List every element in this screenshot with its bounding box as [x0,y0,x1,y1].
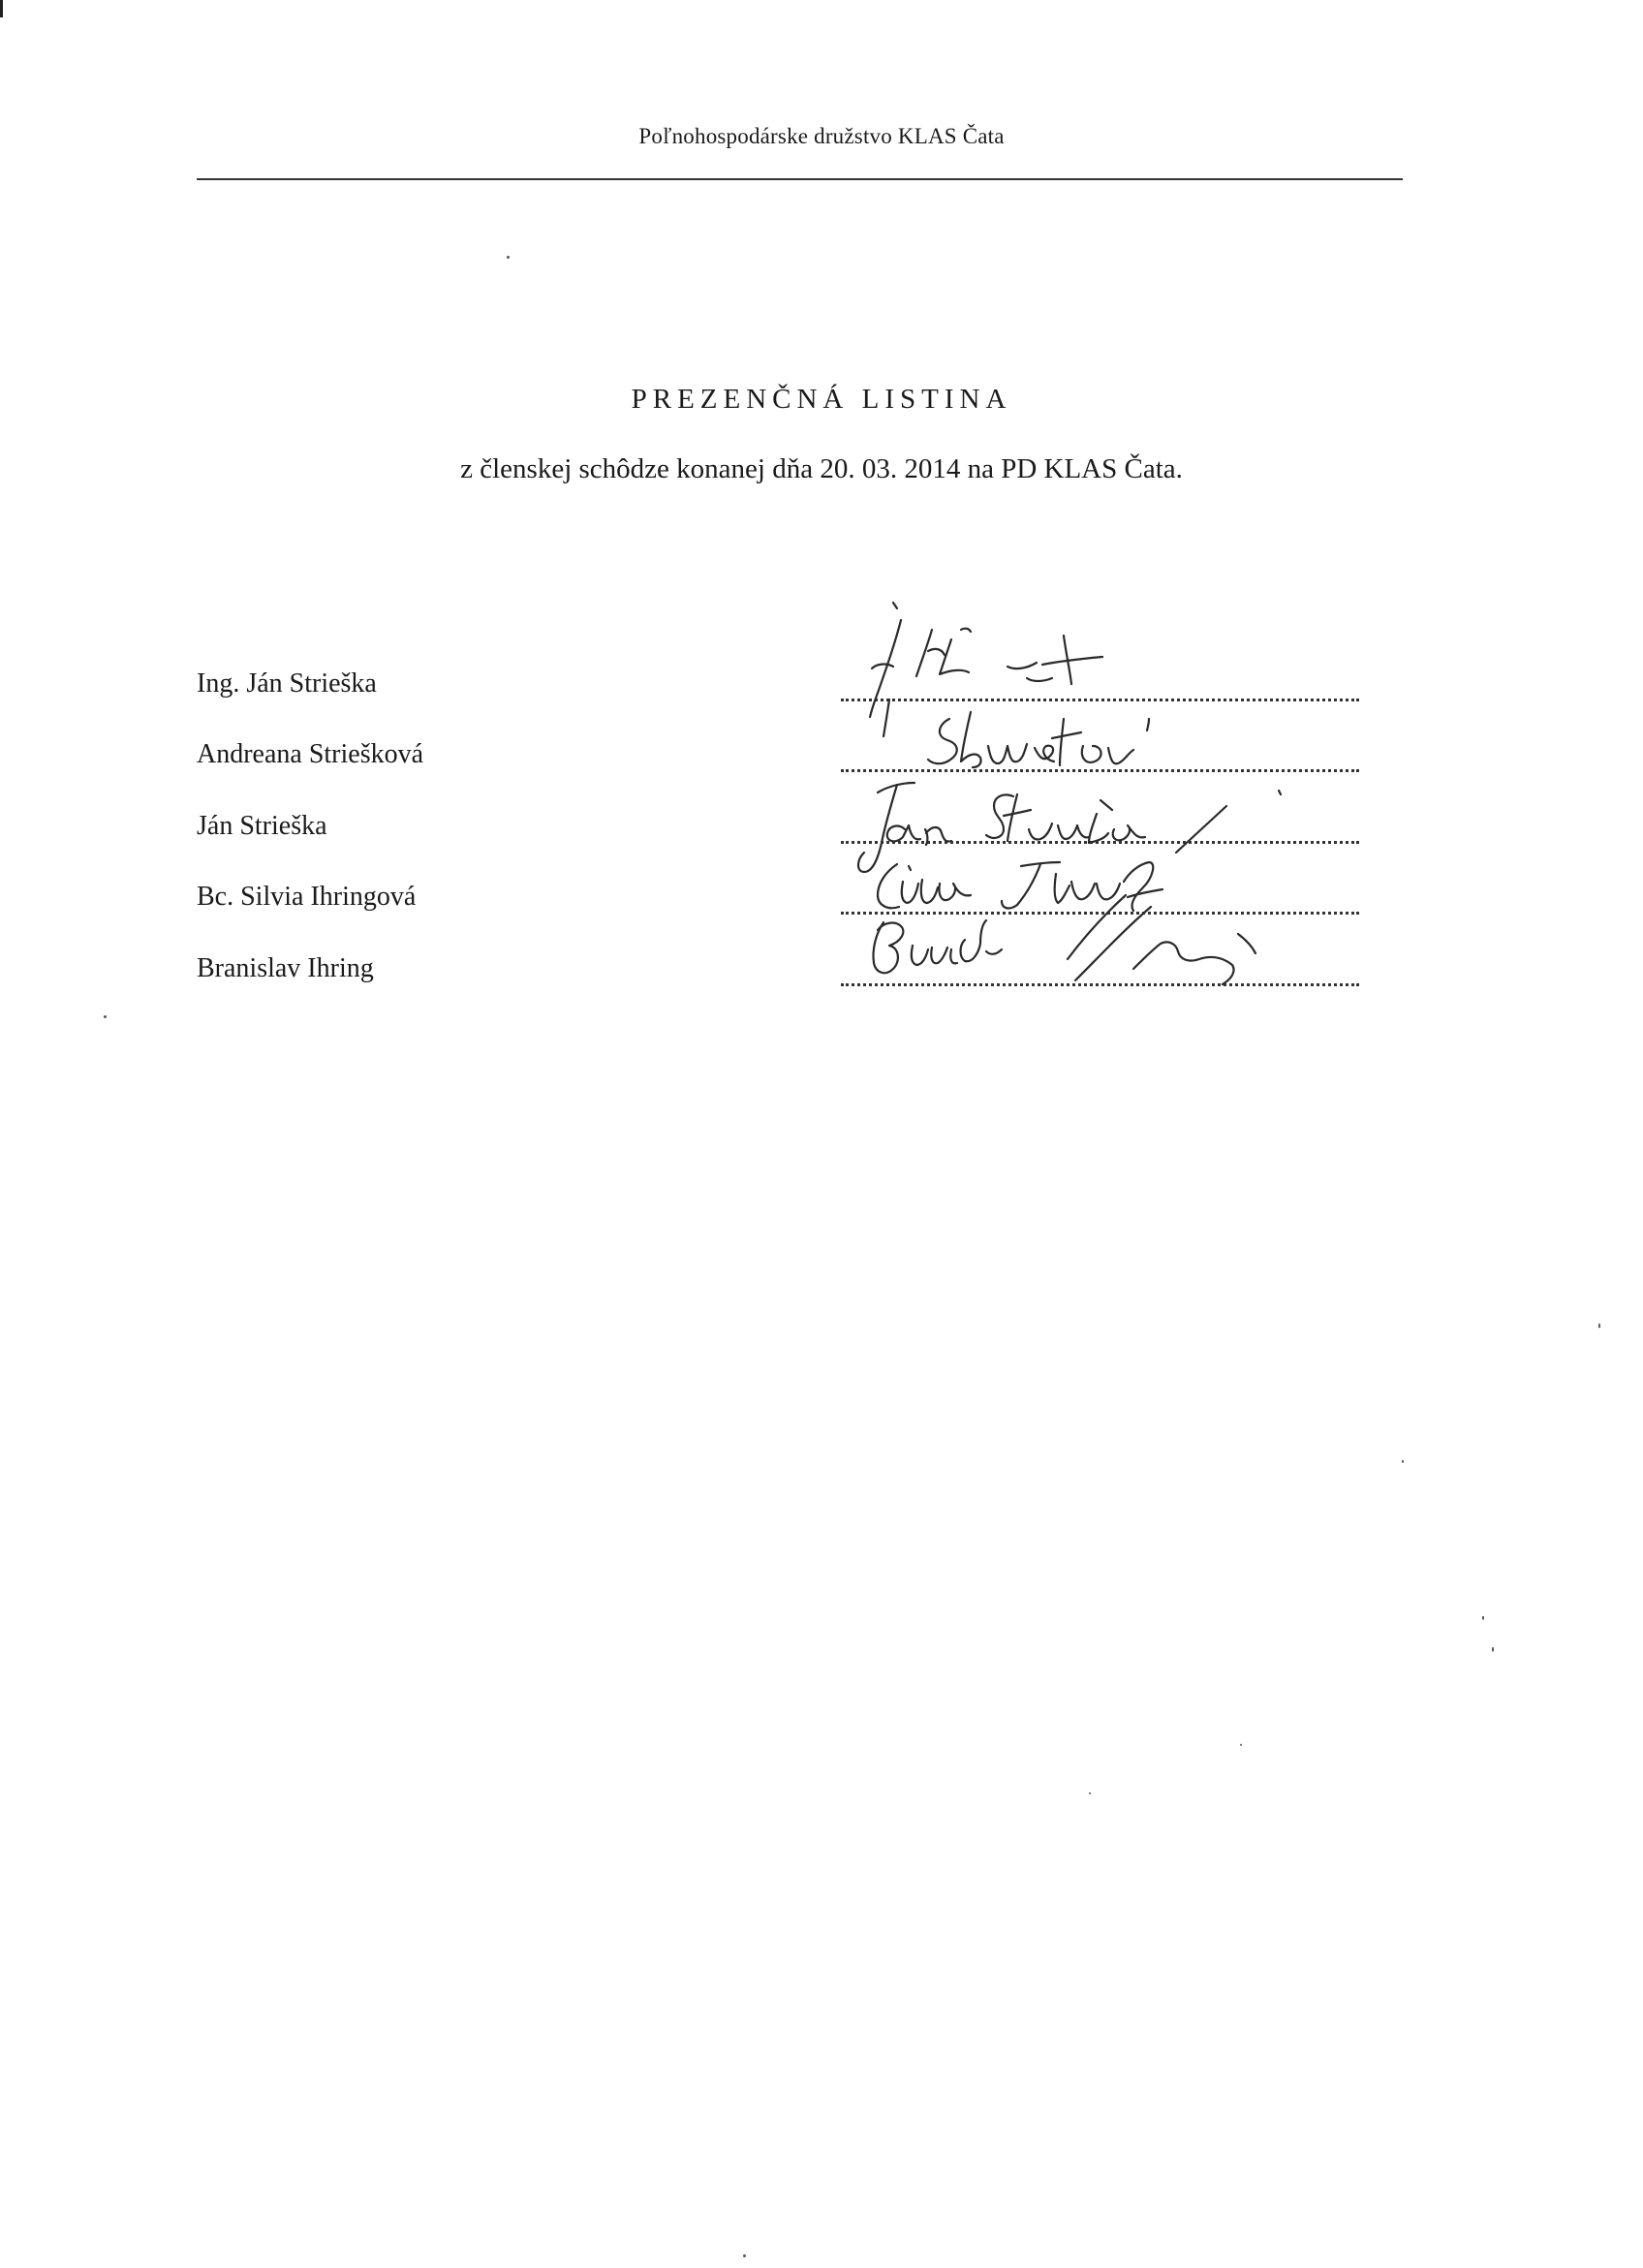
scan-speck [1240,1744,1242,1746]
scan-speck [743,2254,746,2257]
scan-speck [1492,1647,1494,1652]
signature-line [841,983,1359,986]
signature-line [841,699,1359,701]
attendee-name: Bc. Silvia Ihringová [197,882,417,912]
signature-line [841,912,1359,915]
signature-line [841,769,1359,772]
scan-speck [104,1015,107,1018]
scan-speck [1402,1460,1404,1463]
attendee-row [197,882,1359,920]
attendee-name: Andreana Striešková [197,739,424,769]
attendee-name: Branislav Ihring [197,953,374,983]
scan-speck [1089,1792,1091,1794]
scan-speck [507,256,510,259]
attendee-row [197,739,1359,778]
document-subtitle: z členskej schôdze konanej dňa 20. 03. 2014 na PD KLAS Čata. [460,453,1183,484]
attendee-name: Ján Strieška [197,811,327,841]
attendee-row [197,811,1359,850]
scan-speck [1482,1616,1484,1620]
signature-line [841,841,1359,844]
attendee-name: Ing. Ján Strieška [197,668,377,699]
scan-speck [1598,1323,1600,1328]
header-divider [197,178,1403,180]
document-title: PREZENČNÁ LISTINA [631,384,1012,415]
scan-edge-mark [0,0,3,17]
organization-header: Poľnohospodárske družstvo KLAS Čata [638,124,1005,148]
attendee-row [197,953,1359,992]
attendee-row [197,668,1359,707]
